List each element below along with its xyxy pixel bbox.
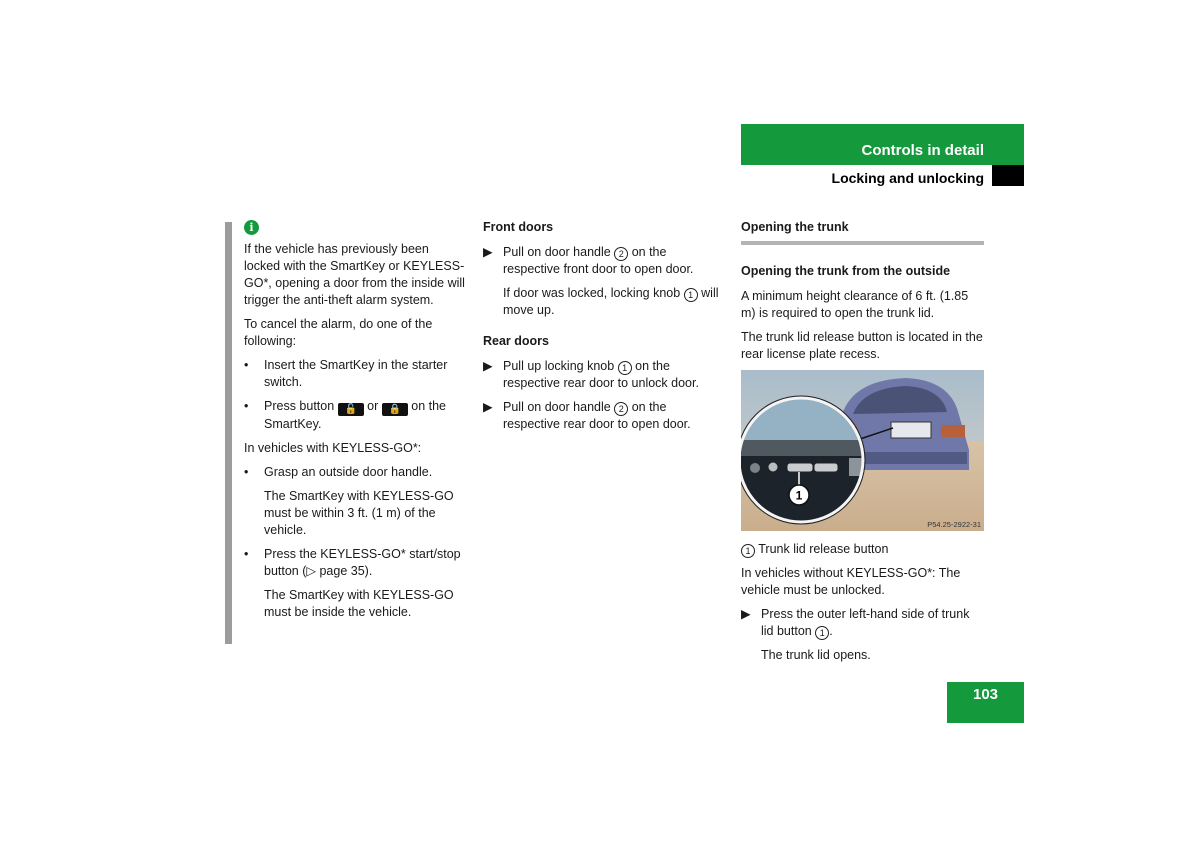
bullet-press-start-stop: • Press the KEYLESS-GO* start/stop button (▷ page 35). (244, 547, 461, 578)
release-location-text: The trunk lid release button is located in the rear license plate recess. (741, 330, 983, 361)
figure-callout: 1 (795, 488, 803, 503)
rear-door-step-open: ▶ Pull on door handle 2 on the respective rear door to open door. (483, 400, 691, 431)
bullet-press-start-stop-note: The SmartKey with KEYLESS-GO must be inside the vehicle. (264, 588, 454, 619)
step-arrow-icon: ▶ (483, 245, 493, 259)
unlock-button-icon: 🔓 (338, 403, 364, 416)
step-arrow-icon: ▶ (483, 400, 493, 414)
trunk-outside-heading: Opening the trunk from the outside (741, 264, 951, 278)
height-clearance-text: A minimum height clearance of 6 ft. (1.85 m) is required to open the trunk lid. (741, 289, 969, 320)
bullet-press-button: • Press button 🔓 or 🔒 on the SmartKey. (244, 399, 447, 431)
front-door-note: If door was locked, locking knob 1 will move up. (503, 286, 719, 317)
bullet-insert-smartkey: • Insert the SmartKey in the starter switch. (244, 358, 448, 389)
trunk-release-figure (741, 370, 984, 531)
cancel-alarm-intro: To cancel the alarm, do one of the following: (244, 317, 433, 348)
trunk-opens-result: The trunk lid opens. (761, 648, 871, 662)
front-door-step: ▶ Pull on door handle 2 on the respective front door to open door. (483, 245, 694, 276)
header-black-tab (992, 165, 1024, 186)
unlocked-requirement-text: In vehicles without KEYLESS-GO*: The vehicle must be unlocked. (741, 566, 961, 597)
info-paragraph: If the vehicle has previously been locked with the SmartKey or KEYLESS-GO*, opening a door from the inside will trigger the anti-theft alarm system. (244, 242, 465, 307)
rear-doors-heading: Rear doors (483, 334, 549, 348)
callout-number: 2 (614, 402, 628, 416)
lock-button-icon: 🔒 (382, 403, 408, 416)
figure-code: P54.25-2922-31 (927, 520, 981, 529)
info-icon: i (244, 220, 259, 235)
callout-number: 1 (618, 361, 632, 375)
figure-legend: 1 Trunk lid release button (741, 541, 984, 558)
section-rule (741, 241, 984, 245)
bullet-grasp-handle-note: The SmartKey with KEYLESS-GO must be within 3 ft. (1 m) of the vehicle. (264, 489, 454, 537)
callout-number: 2 (614, 247, 628, 261)
trunk-column (741, 219, 984, 671)
info-column (244, 220, 468, 628)
page-number: 103 (972, 686, 999, 703)
info-sidebar-bar (225, 222, 232, 644)
step-arrow-icon: ▶ (741, 607, 751, 621)
trunk-section-heading: Opening the trunk (741, 220, 849, 234)
bullet-grasp-handle: • Grasp an outside door handle. (244, 465, 433, 479)
callout-number: 1 (741, 544, 755, 558)
subsection-title: Locking and unlocking (831, 170, 984, 186)
step-arrow-icon: ▶ (483, 359, 493, 373)
callout-number: 1 (815, 626, 829, 640)
keyless-go-intro: In vehicles with KEYLESS-GO*: (244, 441, 422, 455)
doors-column (483, 219, 725, 440)
press-trunk-button-step: ▶ Press the outer left-hand side of trunk lid button 1 . (741, 607, 970, 638)
rear-door-step-unlock: ▶ Pull up locking knob 1 on the respective rear door to unlock door. (483, 359, 699, 390)
callout-number: 1 (684, 288, 698, 302)
front-doors-heading: Front doors (483, 220, 554, 234)
section-title: Controls in detail (861, 142, 984, 159)
